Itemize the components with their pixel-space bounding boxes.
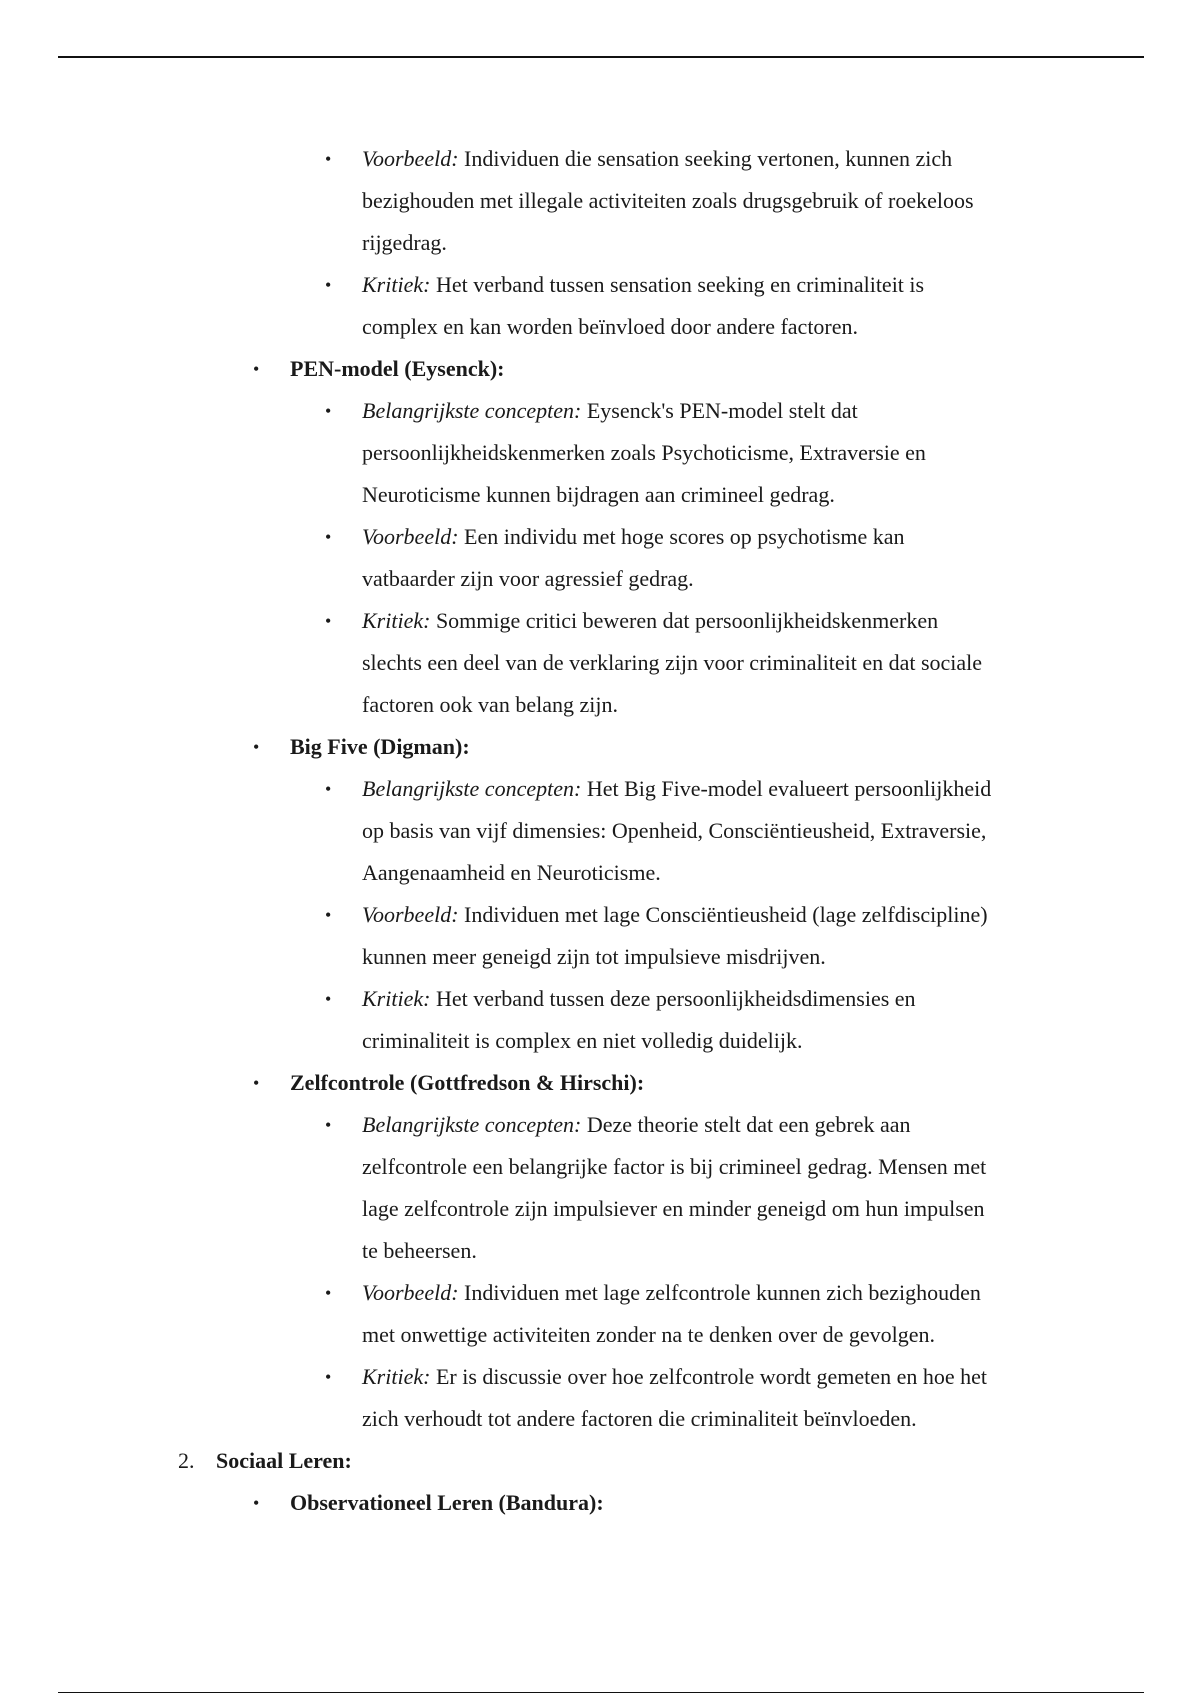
zelfcontrole-kritiek-line-2: zich verhoudt tot andere factoren die criminaliteit beïnvloeden.: [362, 1406, 917, 1431]
bigfive-kritiek-line-1: Kritiek: Het verband tussen deze persoonlijkheidsdimensies en: [362, 986, 916, 1011]
zelfcontrole-kritiek-line-1: Kritiek: Er is discussie over hoe zelfcontrole wordt gemeten en hoe het: [362, 1364, 987, 1389]
zelfcontrole-concepten-line-3: lage zelfcontrole zijn impulsiever en minder geneigd om hun impulsen: [362, 1196, 985, 1221]
bullet-icon: •: [325, 611, 332, 631]
bullet-icon: •: [325, 1283, 332, 1303]
pen-model-heading: PEN-model (Eysenck):: [290, 356, 505, 381]
bigfive-concepten-line-1: Belangrijkste concepten: Het Big Five-model evalueert persoonlijkheid: [362, 776, 992, 801]
bullet-icon: •: [325, 1367, 332, 1387]
observationeel-leren-heading: Observationeel Leren (Bandura):: [290, 1490, 604, 1515]
bullet-icon: •: [325, 1115, 332, 1135]
zelfcontrole-voorbeeld-line-1: Voorbeeld: Individuen met lage zelfcontrole kunnen zich bezighouden: [362, 1280, 981, 1305]
bigfive-voorbeeld-line-2: kunnen meer geneigd zijn tot impulsieve misdrijven.: [362, 944, 826, 969]
bullet-icon: •: [253, 1073, 260, 1093]
bullet-icon: •: [325, 779, 332, 799]
pen-concepten-line-3: Neuroticisme kunnen bijdragen aan crimineel gedrag.: [362, 482, 835, 507]
bottom-rule: [58, 1692, 1144, 1693]
bullet-icon: •: [325, 401, 332, 421]
bullet-icon: •: [325, 275, 332, 295]
sociaal-leren-heading: Sociaal Leren:: [216, 1448, 352, 1473]
zelfcontrole-heading: Zelfcontrole (Gottfredson & Hirschi):: [290, 1070, 645, 1095]
bullet-icon: •: [325, 905, 332, 925]
sensation-kritiek-line-2: complex en kan worden beïnvloed door andere factoren.: [362, 314, 859, 339]
big-five-heading: Big Five (Digman):: [290, 734, 470, 759]
bullet-icon: •: [325, 989, 332, 1009]
bigfive-concepten-line-2: op basis van vijf dimensies: Openheid, Consciëntieusheid, Extraversie,: [362, 818, 987, 843]
sensation-kritiek-line-1: Kritiek: Het verband tussen sensation seeking en criminaliteit is: [362, 272, 925, 297]
pen-concepten-line-1: Belangrijkste concepten: Eysenck's PEN-model stelt dat: [362, 398, 858, 423]
bigfive-concepten-line-3: Aangenaamheid en Neuroticisme.: [362, 860, 661, 885]
top-rule: [58, 56, 1144, 58]
sensation-voorbeeld-line-2: bezighouden met illegale activiteiten zoals drugsgebruik of roekeloos: [362, 188, 974, 213]
pen-kritiek-line-3: factoren ook van belang zijn.: [362, 692, 618, 717]
bullet-icon: •: [325, 527, 332, 547]
pen-voorbeeld-line-1: Voorbeeld: Een individu met hoge scores op psychotisme kan: [362, 524, 905, 549]
zelfcontrole-concepten-line-2: zelfcontrole een belangrijke factor is bij crimineel gedrag. Mensen met: [362, 1154, 987, 1179]
bigfive-kritiek-line-2: criminaliteit is complex en niet volledig duidelijk.: [362, 1028, 803, 1053]
pen-kritiek-line-1: Kritiek: Sommige critici beweren dat persoonlijkheidskenmerken: [362, 608, 939, 633]
zelfcontrole-concepten-line-1: Belangrijkste concepten: Deze theorie stelt dat een gebrek aan: [362, 1112, 911, 1137]
sensation-voorbeeld-line-1: Voorbeeld: Individuen die sensation seeking vertonen, kunnen zich: [362, 146, 953, 171]
pen-voorbeeld-line-2: vatbaarder zijn voor agressief gedrag.: [362, 566, 694, 591]
zelfcontrole-concepten-line-4: te beheersen.: [362, 1238, 477, 1263]
pen-kritiek-line-2: slechts een deel van de verklaring zijn voor criminaliteit en dat sociale: [362, 650, 983, 675]
bullet-icon: •: [253, 359, 260, 379]
bullet-icon: •: [325, 149, 332, 169]
zelfcontrole-voorbeeld-line-2: met onwettige activiteiten zonder na te denken over de gevolgen.: [362, 1322, 935, 1347]
bigfive-voorbeeld-line-1: Voorbeeld: Individuen met lage Consciëntieusheid (lage zelfdiscipline): [362, 902, 988, 927]
sensation-voorbeeld-line-3: rijgedrag.: [362, 230, 447, 255]
bullet-icon: •: [253, 1493, 260, 1513]
bullet-icon: •: [253, 737, 260, 757]
pen-concepten-line-2: persoonlijkheidskenmerken zoals Psychoticisme, Extraversie en: [362, 440, 926, 465]
section-number: 2.: [178, 1448, 195, 1473]
